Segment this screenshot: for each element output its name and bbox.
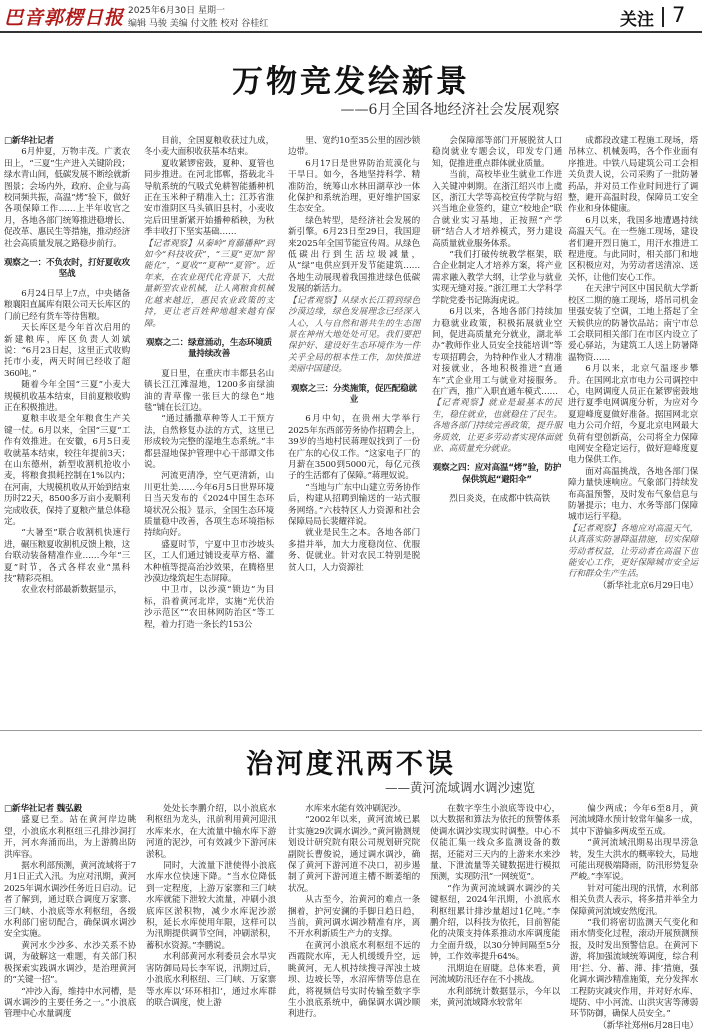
paragraph: “大暑至”联合收割机快速行进，碾压粮夏收割机反馈上粮，这台联动装备精准作业……今年“三夏”时节，各式各样农业“黑科技”精彩亮相。 [4,528,130,585]
paragraph: “黄河流域汛期易出现旱涝急转，发生大洪水的概率较大，局地可能出现极端降雨，防汛形势复杂严峻。”李军说。 [570,838,698,883]
paragraph: 天长库区是今年首次启用的新建粮库，库区负责人刘斌说：“6月23日起，这里正式收购托市小麦，两天时间已经收了超360吨。” [4,323,130,379]
paragraph: 农业农村部最新数据显示， [21,585,122,596]
section-subheading: 观察之三：分类施策，促匹配稳就业 [291,383,417,405]
paragraph: 在黄河小浪底水利枢纽不远的西霞院水库，无人机缓缓升空，远眺黄河，无人机持续搜寻浑浊土坡坝、边坡长等，水沼库情等信息在此，将视频信号实时传输至数字孪生小浪底系统中，确保调水调沙顺利进行。 [288,940,420,1020]
newspaper-logo: 巴音郭楞日报 [4,7,125,29]
paragraph: 水利部黄河水利委员会水旱灾害防御局局长李军说，汛期过后，小浪底水利枢纽、三门峡、万家寨等水库以‘环环相扣’，通过水库群的联合调度，使上游 [146,952,276,1008]
paragraph: 6月24日早上7点，中央储备粮襄阳直属库有限公司天长库区的门前已经有货车等待售粮。 [4,288,130,322]
paragraph: 当前，高校毕业生就业工作进入关键冲刺期。在浙江绍兴市上虞区，浙江大学等高校宣传学院与绍兴当地企业签约，建立“校地企”联合就业实习基地，正按照“产学研”结合人才培养模式，努力建设高质量就业服务体系。 [432,170,562,249]
article-column-3 [288,136,420,716]
paragraph: 处处长李鹏介绍，以小浪底水利枢纽为龙头，汛前利用黄河迎汛水库来水，在大流量中输水库下游河道的泥沙，可有效减少下游河床淤积。 [146,804,276,860]
paragraph: 水利部统计数据显示，今年以来，黄河流域降水较常年 [430,986,560,1008]
issue-date: 2025年6月30日 星期一 [128,6,225,16]
paragraph: 汛期迫在眉睫。总体来看，黄河流域防汛还存在不小挑战。 [430,963,560,986]
paragraph: 水库来水能有效冲刷泥沙。 [305,804,406,814]
paragraph: “2002年以来，黄河流域已累计实施29次调水调沙。”黄河勘测规划设计研究院有限公司规划研究院副院长曹俊说，通过调水调沙，确保了黄河下游河道不决口，初步遏制了黄河下游河道主槽不断萎缩的状况。 [288,815,420,894]
paragraph: 6月以来，我国多地遭遇持续高温天气。在一些施工现场，建设者们避开烈日施工，用汗水推进工程进度。与此同时，相关部门和地区积极应对，为劳动者送清凉、送关怀，让他们安心工作。 [568,215,698,283]
paragraph: 面对高温挑战，各地各部门保障力量快速响应。气象部门持续发布高温预警，及时发布气象信息与防暑提示；电力、水务等部门保障城市运行平稳。 [568,466,698,523]
article-column-5 [568,136,698,716]
paragraph: 夏日里，在重庆市丰都县名山镇长江江滩湿地，1200多亩绿油油的青草像一张巨大的绿色“地毯”铺在长江边。 [144,368,274,413]
paragraph: “冲沙入海，维持中水河槽，是调水调沙的主要任务之一。”小浪底管理中心水量调度 [4,986,136,1020]
masthead [0,0,702,34]
article-column-4 [432,136,562,716]
paragraph: 成都段改建工程施工现场，塔吊林立、机械轰鸣，各个作业面有序推进。中铁八局建筑公司工会相关负责人说，公司采购了一批防暑药品，并对员工作业时间进行了调整，避开高温时段，保障员工安全作业和身体健康。 [568,136,698,215]
reporter-observation: 【记者观察】就业是最基本的民生，稳住就业，也就稳住了民生。各地各部门持续完善政策，提升服务质效，让更多劳动者实现体面就业、高质量充分就业。 [432,398,562,454]
article-column-5 [570,804,698,1031]
paragraph: “我们将密切监测天气变化和雨水情变化过程，滚动开展预测预报，及时发出预警信息。在黄河下游，将加强流域统筹调度，综合利用‘拦、分、蓄、滞、排’措施，强化调水调沙精准施策，充分发挥水工程防灾减灾作用，并对好水库、堤防、中小河流、山洪灾害等薄弱环节防御，确保人员安全。” [570,918,698,1020]
article-headline: 治河度汛两不误 [246,749,456,780]
masthead-rule [0,31,702,33]
article-column-3 [288,804,420,1022]
paragraph: 中卫市，以沙漠“锁边”为目标，沿着黄河北岸，实施“光伏治沙示范区”“农田林网防治区”等工程，着力打造一条长约153公 [144,585,274,630]
article-column-4 [430,804,560,1022]
section-name: 关注 [620,10,654,30]
dateline: （新华社郑州6月28日电） [598,1020,698,1031]
paragraph: 在天津宁河区中国民航大学新校区二期的施工现场，塔吊司机金里强安装了空调，工地上搭起了全天候供应的防暑饮品站；南宁市总工会联同相关部门在市区内设立了爱心驿站，为建筑工人送上防暑降温物资…… [568,284,698,363]
paragraph: 就业是民生之本。各地各部门多措并举，加大力度稳岗位、优服务、促就业。针对农民工特别是脱贫人口，人力资源社 [288,528,420,573]
paragraph: “当地与广东中山建立劳务协作后，构建从招聘到输送的一站式服务网络。”六枝特区人力资源和社会保障局局长裴耀祥说。 [288,482,420,527]
section-divider [662,7,664,27]
paragraph: 盛夏已至。站在黄河岸边眺望，小浪底水利枢纽三孔排沙洞打开，河水奔涌而出，为上游腾出防洪库容。 [4,815,136,860]
paragraph: 偏少两成；今年6至8月，黄河流域降水预计较常年偏多一成，其中下游偏多两成至五成。 [570,804,698,837]
paragraph: “通过播撒草种等人工干预方法，自然修复办法的方式，这里已形成较为完整的湿地生态系统。”丰都县湿地保护管理中心干部谭文伟说。 [144,414,274,470]
paragraph: 6月中旬，在贵州大学举行2025年东西部劳务协作招聘会上，39岁的当地村民蒋理奴找到了一份在广东的心仪工作。“这家电子厂的月薪在3500到5000元，每亿元孩子的生活都有了保障。”蒋理奴说。 [288,414,420,482]
paragraph: 河流更清净，空气更清新，山川更壮美……今年6月5日世界环境日当天发布的《2024中国生态环境状况公报》显示，全国生态环境质量稳中改善，各项生态环境指标持续向好。 [144,471,274,539]
editorial-staff: 编辑 马骏 美编 付文胜 校对 谷桂红 [128,19,269,29]
paragraph: 6月仲夏，万物丰茂。广袤农田上，“三夏”生产进入关键阶段；绿水青山间，低碳发展不断绘就新图景；会场内外，政府、企业与高校同频共振，高温“烤”验下，做好各项保障工作……上半年收官之月，各地各部门统筹推进稳增长、促改革、惠民生等措施，推动经济社会高质量发展之路稳步前行。 [4,147,130,249]
article-headline: 万物竞发绘新景 [232,64,470,100]
paragraph: 同时，大流量下泄使得小浪底水库水位快速下降。“当水位降低到一定程度，上游万家寨和三门峡水库就能下泄较大流量，冲刷小浪底库区淤积物，减少水库泥沙淤积，延长水库使用年限，这样可以为汛期提供调节空间，冲刷淤积，蓄积水资源。”李鹏说。 [146,861,276,951]
paragraph: 烈日炎炎，在成都中铁高铁 [449,494,550,505]
paragraph: 会保障部等部门开展脱贫人口稳岗就业专题会议，印发专门通知，促推进重点群体就业质量。 [432,136,562,169]
section-separator [0,730,702,731]
paragraph: 黄河水少沙多、水沙关系不协调，为破解这一难题，有关部门积极探索实践调水调沙，是治理黄河的“关键一招”。 [4,940,136,986]
paragraph: 里、宽约10至35公里的固沙锁边带。 [288,136,420,158]
dateline: （新华社北京6月29日电） [598,580,698,591]
paragraph: 6月以来，各地各部门持续加力稳就业政策，积极拓展就业空间，促进高质量充分就业，湖北举办“教师作业人员安全技能培训”等专项招聘会，为特种作业人才精准对接就业，各地积极推进“直通车”式企业用工与就业对接服务。在广西，推广入职直通车模式…… [432,307,562,397]
article-economy-observation [0,36,702,726]
article-column-2 [146,804,276,1022]
reporter-observation: 【记者观察】各地应对高温天气，认真落实防暑降温措施，切实保障劳动者权益，让劳动者在高温下也能安心工作，更好保障城市安全运行和群众生产生活。 [568,523,698,580]
article-subheadline: ——黄河流域调水调沙速览 [384,780,535,795]
paragraph: 6月以来，北京气温逐步攀升。在国网北京市电力公司调控中心，电网调度人员正在紧锣密鼓地进行夏季电网调度分析，为应对今夏迎峰度夏做好准备。据国网北京电力公司介绍，今夏北京电网最大负荷有望创新高，公司将全力保障电网安全稳定运行，做好迎峰度夏电力保供工作。 [568,364,698,466]
article-yellow-river [0,732,702,1031]
paragraph: 目前，全国夏粮收获过九成，冬小麦大面积收获基本结束。 [144,136,274,158]
paragraph: 6月17日是世界防治荒漠化与干旱日。如今，各地坚持科学、精准防治，统筹山水林田湖草沙一体化保护和系统治理，更好维护国家生态安全。 [288,158,420,215]
paragraph: 据水利部预测，黄河流域将于7月1日正式入汛。为应对汛期，黄河2025年调水调沙任务近日启动。记者了解到，通过联合调度万家寨、三门峡、小浪底等水利枢纽，各级水利部门密切配合，确保调水调沙安全实施。 [4,861,136,940]
paragraph: “我们打破传统教学框架，联合企业制定人才培养方案，将产业需求融入教学大纲，让学业与就业实现无缝对接。”浙江理工大学科学学院党委书记陈海虎说。 [432,250,562,306]
section-subheading: 观察之四：应对高温“烤”验，防护保供筑起“避阳伞” [432,463,562,485]
paragraph: 盛夏时节，宁夏中卫市沙坡头区，工人们通过铺设麦草方格、灌木种植等提高治沙效果，在腾格里沙漠边缘筑起生态屏障。 [144,539,274,585]
paragraph: 从古至今，治黄河的难点一条捆着，护河安澜的手脚日趋日趋，当前，黄河调水调沙精准有序，离不开水利新质生产力的支撑。 [288,895,420,940]
article-column-2 [144,136,274,716]
paragraph: 在数字孪生小浪底等设中心，以大数据和算法为依托的预警体系使调水调沙实现实时调整。中心不仅能汇集一线众多监测设备的数据，还能对三天内的上游来水来沙量、下泄流量等关键数据进行模拟预测，实现防汛“一网统览”。 [430,804,560,883]
paragraph: 随着今年全国“三夏”小麦大规模机收基本结束，目前夏粮收购正在积极推进。 [4,380,130,413]
section-subheading: 观察之一：不负农时，打好夏收攻坚战 [4,258,130,280]
section-subheading: 观察之二：绿意涌动，生态环境质量持续改善 [146,337,272,360]
reporter-observation: 【记者观察】从绿水长江碧到绿色沙漠边缘，绿色发展理念已经深入人心，人与自然和谐共生的生态图景在神州大地处处可见。我们要把保护好、建设好生态环境作为一件关乎全局的根本性工作，加快推进美丽中国建设。 [288,295,420,375]
article-column-1 [4,804,136,1022]
paragraph: 绿色转型，是经济社会发展的新引擎。6月23日至29日，我国迎来2025年全国节能宣传周。从绿色低碳出行到生活垃圾减量，从“绿”电供应到开发节能建筑……各地生动展现着我国推进绿色低碳发展的新活力。 [288,215,420,295]
paragraph: “作为黄河流域调水调沙的关键枢纽，2024年汛期，小浪底水利枢纽累计排沙量超过1亿吨。”李鹏介绍，以科技为依托，目前智能化的决策支持体系推动水库调度能力全面升级，以30分钟间隔至5分钟，工作效率提升64%。 [430,883,560,963]
page-number: 7 [672,3,686,27]
article-column-1 [4,136,130,716]
reporter-observation: 【记者观察】从秦岭“育藤播种”到如今“科技收获”，“三夏”更加“智能化”，“夏收”“夏种”“夏管”。近年来，在农业现代化背景下，大批量新型农业机械，让人离粮食机械化越来越近，惠民农业政策的支持，更让老百姓种地越来越有保障。 [144,238,274,329]
byline: □新华社记者 魏弘毅 [4,804,82,814]
article-subheadline: ——6月全国各地经济社会发展观察 [340,102,560,118]
paragraph: 夏粮丰收是全年粮食生产关键一仗。6月以来，全国“三夏”工作有效推进。在安徽，6月5日麦收就基本结束，较往年提前3天；在山东德州，新型收割机抢收小麦，将粮食损耗控制在1%以内；在河南，大规模机收从开始到结束历时22天，8500多万亩小麦顺利完成收获，保持了夏粮产量总体稳定。 [4,414,130,527]
paragraph: 夏收紧锣密鼓，夏种、夏管也同步推进。在河北邯郸，搭载北斗导航系统的气吸式免耕智能播种机正在玉米种子精准入土；江苏省淮安市淮阴区马头镇旧县村，小麦收完后田里新紧开始播种稻秧，为秋季丰收打下坚实基础…… [144,158,274,238]
paragraph: 针对可能出现的汛情，水利部相关负责人表示，将多措并举全力保障黄河流域安然度汛。 [570,883,698,917]
byline: □新华社记者 [4,136,54,146]
